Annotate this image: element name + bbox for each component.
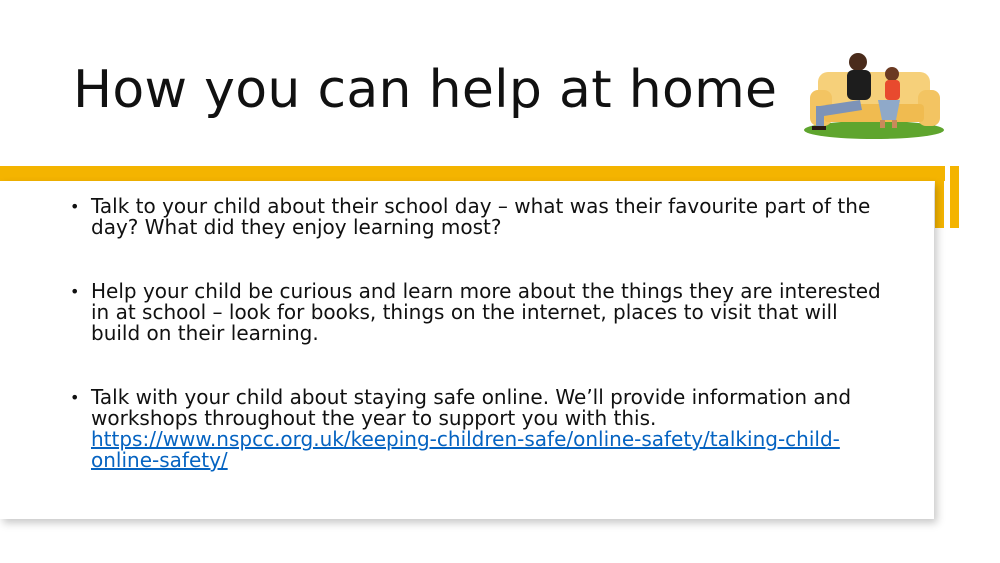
bullet-text: Talk to your child about their school day – what was their favourite part of the day? What did they enjoy learning most? xyxy=(91,194,871,239)
slide-title: How you can help at home xyxy=(73,60,778,120)
nspcc-online-safety-link[interactable]: https://www.nspcc.org.uk/keeping-children-safe/online-safety/talking-child-online-safety/ xyxy=(91,427,840,472)
parent-child-sofa-illustration xyxy=(800,44,948,142)
bullet-item xyxy=(70,387,890,471)
bullet-list xyxy=(70,196,890,514)
bullet-text: Talk with your child about staying safe online. We’ll provide information and workshops throughout the year to support you with this. xyxy=(91,385,852,430)
bullet-item xyxy=(70,196,890,238)
accent-bar xyxy=(0,166,945,181)
bullet-item xyxy=(70,281,890,344)
accent-side-bar xyxy=(950,166,959,228)
bullet-text: Help your child be curious and learn more about the things they are interested in at school – look for books, things on the internet, places to visit that will build on their learning. xyxy=(91,279,881,345)
accent-side-bar xyxy=(935,166,944,228)
